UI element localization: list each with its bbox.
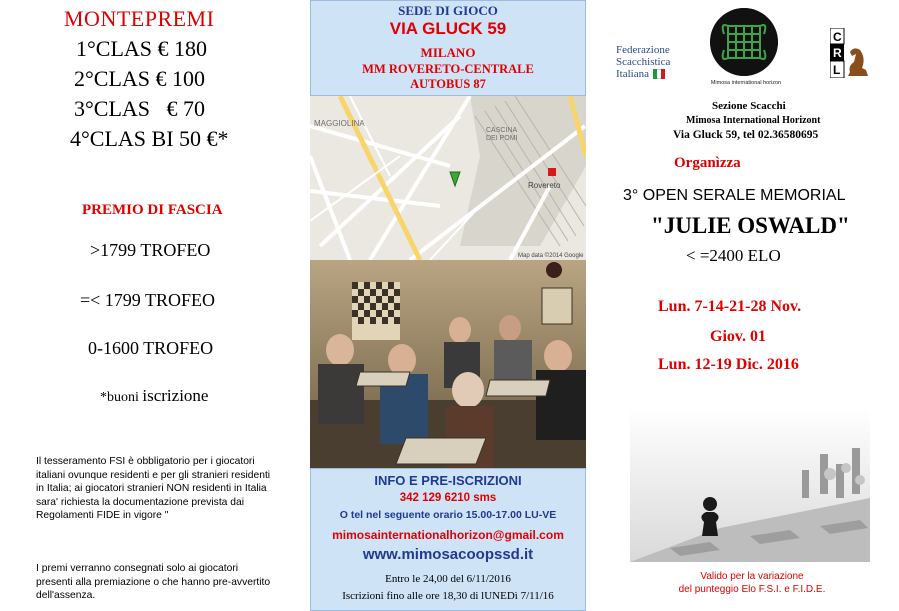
validity-line-2: del punteggio Elo F.S.I. e F.I.D.E. xyxy=(678,584,826,595)
map-label-maggiolina: MAGGIOLINA xyxy=(314,119,365,128)
left-column xyxy=(0,0,308,611)
dates-thursday: Giov. 01 xyxy=(710,328,767,345)
trophy-1: >1799 TROFEO xyxy=(90,240,211,260)
org-name: Mimosa International Horizont xyxy=(686,115,821,126)
info-email[interactable]: mimosainternationalhorizon@gmail.com xyxy=(332,528,564,542)
info-website[interactable]: www.mimosacoopssd.it xyxy=(362,546,534,563)
prize-3: 3°CLAS € 70 xyxy=(74,96,206,121)
trophy-2: =< 1799 TROFEO xyxy=(80,290,215,310)
organizza-label: Organìzza xyxy=(674,155,741,171)
prize-2: 2°CLAS € 100 xyxy=(74,66,206,91)
fsi-line-2: Scacchistica xyxy=(616,56,671,68)
fsi-line-3: Italiana xyxy=(616,68,649,80)
chess-board-graphic xyxy=(630,408,870,562)
mimosa-horizon-caption: Mimosa international horizon xyxy=(710,80,782,86)
venue-bus: AUTOBUS 87 xyxy=(410,77,486,91)
crl-letter-l: L xyxy=(833,63,841,77)
crl-knight-icon xyxy=(830,28,870,78)
crl-letter-c: C xyxy=(833,30,842,44)
knot-icon xyxy=(710,8,778,76)
buoni-note xyxy=(100,386,208,406)
italian-flag-icon xyxy=(653,69,665,79)
venue-metro: MM ROVERETO-CENTRALE xyxy=(362,62,534,76)
info-phone-hours: O tel nel seguente orario 15.00-17.00 LU-VE xyxy=(339,509,557,521)
fsi-line-1: Federazione xyxy=(616,44,670,56)
validity-note xyxy=(642,570,862,596)
section-label: Sezione Scacchi xyxy=(712,100,786,112)
fsi-logo xyxy=(616,44,688,80)
venue-map[interactable] xyxy=(310,96,586,260)
chess-pieces-image xyxy=(630,408,870,562)
prize-4: 4°CLAS BI 50 €* xyxy=(70,126,229,151)
info-box xyxy=(310,468,586,611)
players-photo xyxy=(310,260,586,468)
dates-november: Lun. 7-14-21-28 Nov. xyxy=(658,298,802,315)
dates-december: Lun. 12-19 Dic. 2016 xyxy=(658,356,799,373)
fascia-title: PREMIO DI FASCIA xyxy=(82,202,223,218)
map-graphic xyxy=(310,96,586,260)
mimosa-horizon-logo xyxy=(710,8,778,76)
venue-city: MILANO xyxy=(420,45,476,60)
trophy-3: 0-1600 TROFEO xyxy=(88,338,214,358)
map-credit: Map data ©2014 Google xyxy=(518,253,584,259)
org-address: Via Gluck 59, tel 02.36580695 xyxy=(673,129,819,141)
venue-address: VIA GLUCK 59 xyxy=(389,19,507,38)
crl-logo xyxy=(830,28,870,78)
elo-limit: < =2400 ELO xyxy=(686,246,781,265)
event-name: "JULIE OSWALD" xyxy=(651,213,850,238)
event-type: 3° OPEN SERALE MEMORIAL xyxy=(623,187,846,204)
map-label-cascina: CASCINA xyxy=(486,127,518,134)
prize-delivery-note: I premi verranno consegnati solo ai giocatori presenti alla premiazione o che hanno pre-avvertito dell'assenza. xyxy=(36,563,271,601)
players-photo-graphic xyxy=(310,260,586,468)
buoni-prefix: *buoni xyxy=(100,390,139,405)
right-column xyxy=(586,0,899,611)
deadline-2: Iscrizioni fino alle ore 18,30 di lUNEDì 7/11/16 xyxy=(342,590,554,602)
prize-title: MONTEPREMI xyxy=(64,6,215,31)
info-title: INFO E PRE-ISCRIZIONI xyxy=(374,473,522,488)
buoni-word: iscrizione xyxy=(142,386,209,405)
validity-line-1: Valido per la variazione xyxy=(700,571,804,582)
fsi-membership-note: Il tesseramento FSI è obbligatorio per i giocatori italiani ovunque residenti e per gli stranieri residenti in Italia; ai giocatori stranieri NON residenti in Italia sara' richiesta la documentazione prevista dai Regolamenti FIDE in vigore " xyxy=(36,456,271,521)
venue-box xyxy=(310,0,586,96)
prize-1: 1°CLAS € 180 xyxy=(76,36,208,61)
crl-letter-r: R xyxy=(833,46,842,60)
info-phone[interactable]: 342 129 6210 sms xyxy=(399,492,497,504)
middle-column xyxy=(308,0,586,611)
deadline-1: Entro le 24,00 del 6/11/2016 xyxy=(385,573,511,585)
svg-text:DEI POMI: DEI POMI xyxy=(486,135,518,142)
map-label-rovereto: Rovereto xyxy=(528,181,561,190)
venue-label: SEDE DI GIOCO xyxy=(398,3,498,18)
